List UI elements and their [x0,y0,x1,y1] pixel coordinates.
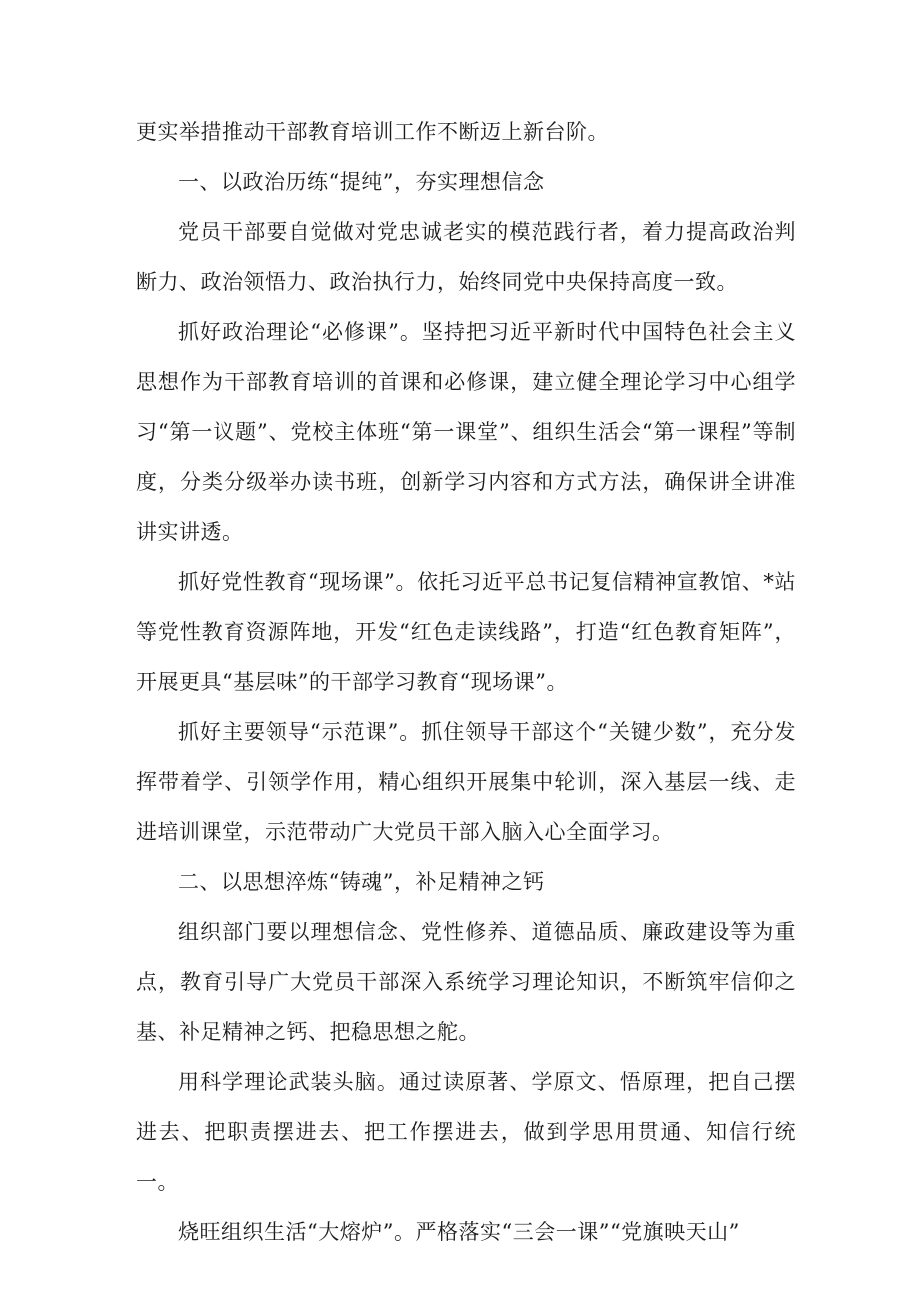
paragraph: 用科学理论武装头脑。通过读原著、学原文、悟原理，把自己摆进去、把职责摆进去、把工作摆进去，做到学思用贯通、知信行统一。 [136,1070,796,1194]
paragraph: 抓好主要领导“示范课”。抓住领导干部这个“关键少数”，充分发挥带着学、引领学作用，精心组织开展集中轮训，深入基层一线、走进培训课堂，示范带动广大党员干部入脑入心全面学习。 [136,720,796,844]
section-heading-1: 一、以政治历练“提纯”，夯实理想信念 [178,170,545,194]
paragraph-continuation: 更实举措推动干部教育培训工作不断迈上新台阶。 [136,120,609,144]
document-body [136,107,796,1257]
paragraph: 组织部门要以理想信念、党性修养、道德品质、廉政建设等为重点，教育引导广大党员干部深入系统学习理论知识，不断筑牢信仰之基、补足精神之钙、把稳思想之舵。 [136,920,796,1044]
section-heading-2: 二、以思想淬炼“铸魂”，补足精神之钙 [178,870,545,894]
paragraph: 烧旺组织生活“大熔炉”。严格落实“三会一课”“党旗映天山” [178,1220,740,1244]
paragraph: 抓好政治理论“必修课”。坚持把习近平新时代中国特色社会主义思想作为干部教育培训的首课和必修课，建立健全理论学习中心组学习“第一议题”、党校主体班“第一课堂”、组织生活会“第一课程”等制度，分类分级举办读书班，创新学习内容和方式方法，确保讲全讲准讲实讲透。 [136,320,796,544]
paragraph: 抓好党性教育“现场课”。依托习近平总书记复信精神宣教馆、*站等党性教育资源阵地，开发“红色走读线路”，打造“红色教育矩阵”，开展更具“基层味”的干部学习教育“现场课”。 [136,570,796,694]
paragraph: 党员干部要自觉做对党忠诚老实的模范践行者，着力提高政治判断力、政治领悟力、政治执行力，始终同党中央保持高度一致。 [136,220,796,294]
